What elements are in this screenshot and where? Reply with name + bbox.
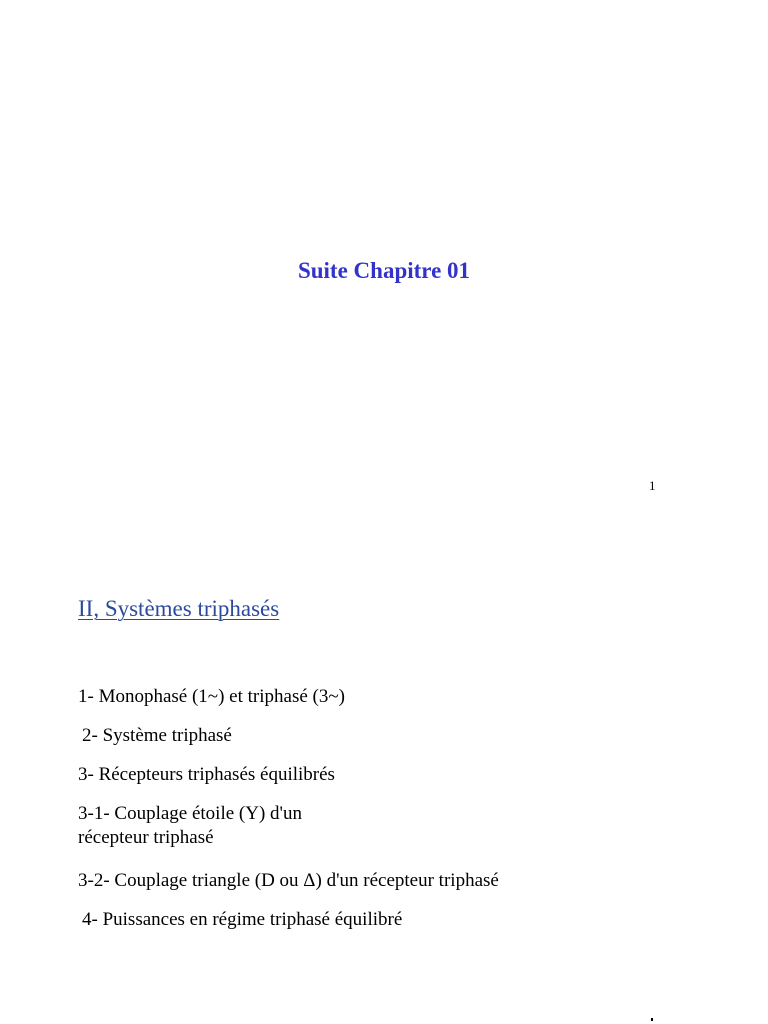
- outline-item-text: 2- Système triphasé: [82, 725, 232, 746]
- outline-item-couplage-triangle: [78, 869, 499, 893]
- outline-item-puissances: [82, 908, 402, 932]
- outline-item-text: 1- Monophasé (1~) et triphasé (3~): [78, 686, 345, 707]
- outline-item-text: 3-1- Couplage étoile (Y) d'un: [78, 803, 302, 824]
- outline-item-monophase-triphase: [78, 685, 345, 709]
- outline-item-text: 3- Récepteurs triphasés équilibrés: [78, 764, 335, 785]
- outline-item-systeme-triphase: [82, 724, 232, 748]
- outline-item-text: 4- Puissances en régime triphasé équilibré: [82, 909, 403, 930]
- outline-item-recepteurs-equilibres: [78, 763, 335, 787]
- outline-item-couplage-etoile: [78, 802, 302, 850]
- page-edge-mark: [651, 1018, 653, 1021]
- page-number: 1: [649, 478, 656, 493]
- outline-item-text: 3-2- Couplage triangle (D ou Δ) d'un récepteur triphasé: [78, 870, 499, 891]
- outline-item-text-continued: récepteur triphasé: [78, 827, 214, 848]
- page-title: Suite Chapitre 01: [297, 258, 471, 283]
- section-heading: II, Systèmes triphasés: [78, 596, 280, 621]
